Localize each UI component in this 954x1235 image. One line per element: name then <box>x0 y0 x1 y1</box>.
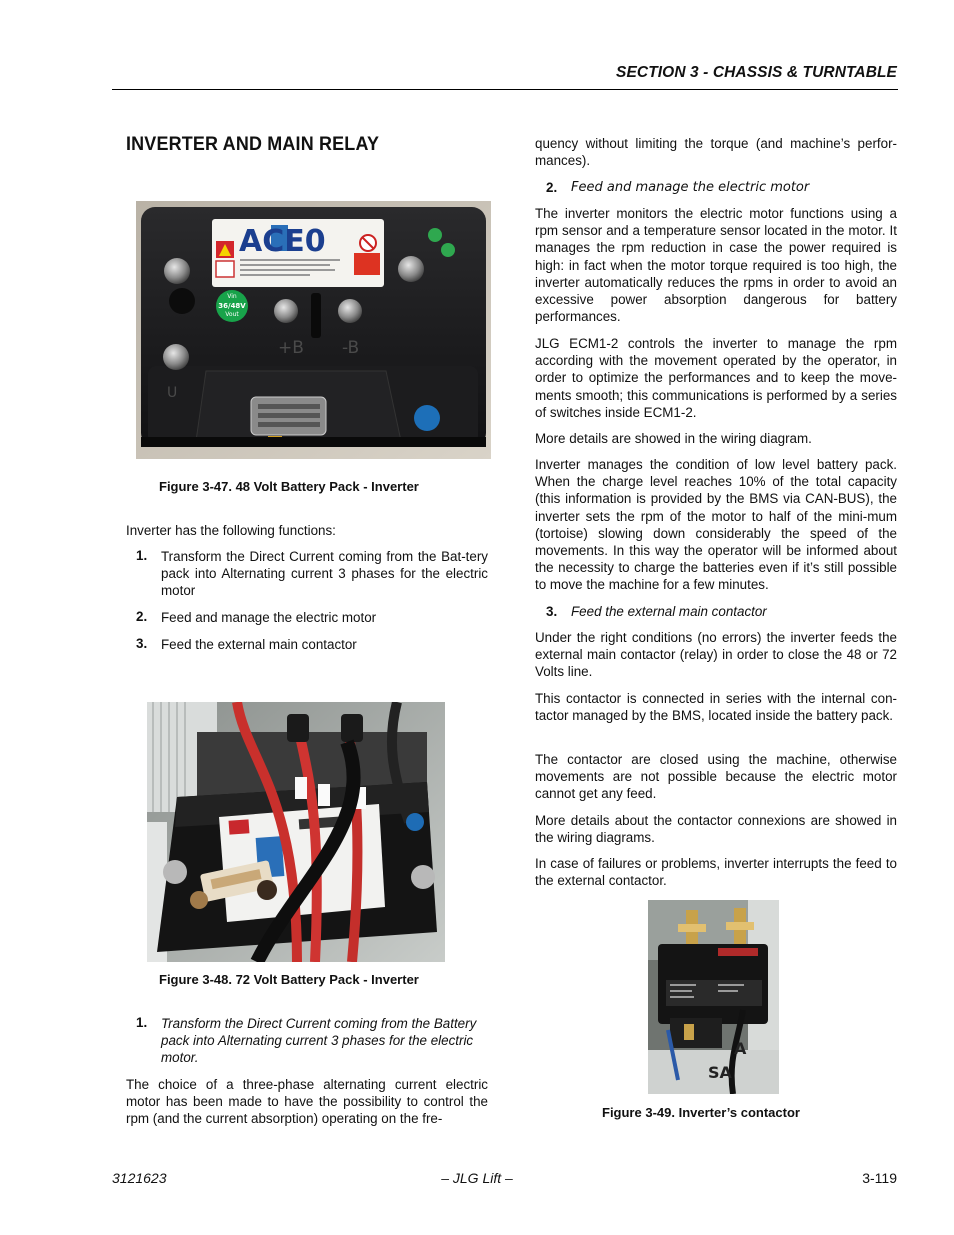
functions-intro: Inverter has the following functions: <box>126 523 336 538</box>
item-1-heading: Transform the Direct Current coming from the Battery pack into Alternating current 3 phases for the electric motor. <box>161 1016 477 1066</box>
vout-label: Vout <box>225 311 239 318</box>
terminal-u-label: U <box>167 385 178 401</box>
vin-label: Vin <box>227 293 237 300</box>
terminal-positive-label: +B <box>278 338 304 358</box>
function-number: 1. <box>136 548 148 563</box>
svg-text:SA: SA <box>708 1063 732 1082</box>
choice-paragraph: The choice of a three-phase alternating current electric motor has been made to have the possibility to control the rpm (and the current absorption) operating on the fre- <box>126 1077 488 1127</box>
paragraph-series: This contactor is connected in series with the internal con-tactor managed by the BMS, located inside the battery pack. <box>535 691 897 724</box>
footer-doc-number: 3121623 <box>112 1170 167 1186</box>
footer-page-number: 3-119 <box>862 1170 897 1186</box>
paragraph-ecm: JLG ECM1-2 controls the inverter to manage the rpm according with the movement operated by the operator, in order to optimize the performances and to keep the move-ments smooth; this communications is performed by a series of switches inside ECM1-2. <box>535 336 897 420</box>
ace0-logo-text: ACE0 <box>239 224 326 259</box>
page-title: INVERTER AND MAIN RELAY <box>126 133 380 155</box>
figure-47-photo <box>136 201 491 459</box>
function-number: 3. <box>136 636 148 651</box>
item-1-number: 1. <box>136 1015 148 1030</box>
function-text: Transform the Direct Current coming from the Bat-tery pack into Alternating current 3 phases for the electric motor <box>161 549 488 599</box>
item-2-heading: Feed and manage the electric motor <box>571 180 810 195</box>
paragraph-closed: The contactor are closed using the machine, otherwise movements are not possible because the electric motor cannot get any feed. <box>535 752 897 802</box>
function-text: Feed and manage the electric motor <box>161 610 377 625</box>
figure-49-caption: Figure 3-49. Inverter’s contactor <box>602 1105 800 1120</box>
paragraph-contactor-feed: Under the right conditions (no errors) the inverter feeds the external main contactor (relay) in order to close the 48 or 72 Volts line. <box>535 630 897 680</box>
voltage-label: 36/48V <box>218 302 246 310</box>
svg-text:A: A <box>734 1039 747 1058</box>
function-number: 2. <box>136 609 148 624</box>
continuation-paragraph: quency without limiting the torque (and machine’s perfor-mances). <box>535 136 897 169</box>
item-3-number: 3. <box>546 604 558 619</box>
figure-48-caption: Figure 3-48. 72 Volt Battery Pack - Inverter <box>159 972 419 987</box>
paragraph-failures: In case of failures or problems, inverter interrupts the feed to the external contactor. <box>535 856 897 889</box>
paragraph-wiring: More details are showed in the wiring diagram. <box>535 431 812 446</box>
paragraph-low-battery: Inverter manages the condition of low level battery pack. When the charge level reaches 10% of the total capacity (this information is provided by the BMS via CAN-BUS), the inverter sets the rpm of the motor to half of the mini-mum (tortoise) slowing down considerably the speed of the movements. In this way the operator will be informed about the necessity to charge the batteries even if it’s still possible to move the machine for a few minutes. <box>535 457 897 593</box>
item-2-number: 2. <box>546 180 558 195</box>
section-header: SECTION 3 - CHASSIS & TURNTABLE <box>616 64 897 81</box>
paragraph-monitor: The inverter monitors the electric motor functions using a rpm sensor and a temperature sensor located in the motor. It manages the rpm reduction in case the power required is high: in fact when the motor torque required is too high, the inverter automatically reduces the rpms in order to avoid an excessive power absorption dangerous for battery performances. <box>535 206 897 325</box>
item-3-heading: Feed the external main contactor <box>571 604 767 619</box>
terminal-negative-label: -B <box>342 338 360 358</box>
figure-47-caption: Figure 3-47. 48 Volt Battery Pack - Inverter <box>159 479 419 494</box>
function-text: Feed the external main contactor <box>161 637 357 652</box>
footer-center: – JLG Lift – <box>441 1170 513 1186</box>
figure-48-photo <box>147 702 445 962</box>
figure-49-photo <box>648 900 779 1094</box>
paragraph-connexions: More details about the contactor connexions are showed in the wiring diagrams. <box>535 813 897 846</box>
header-rule <box>112 89 898 90</box>
